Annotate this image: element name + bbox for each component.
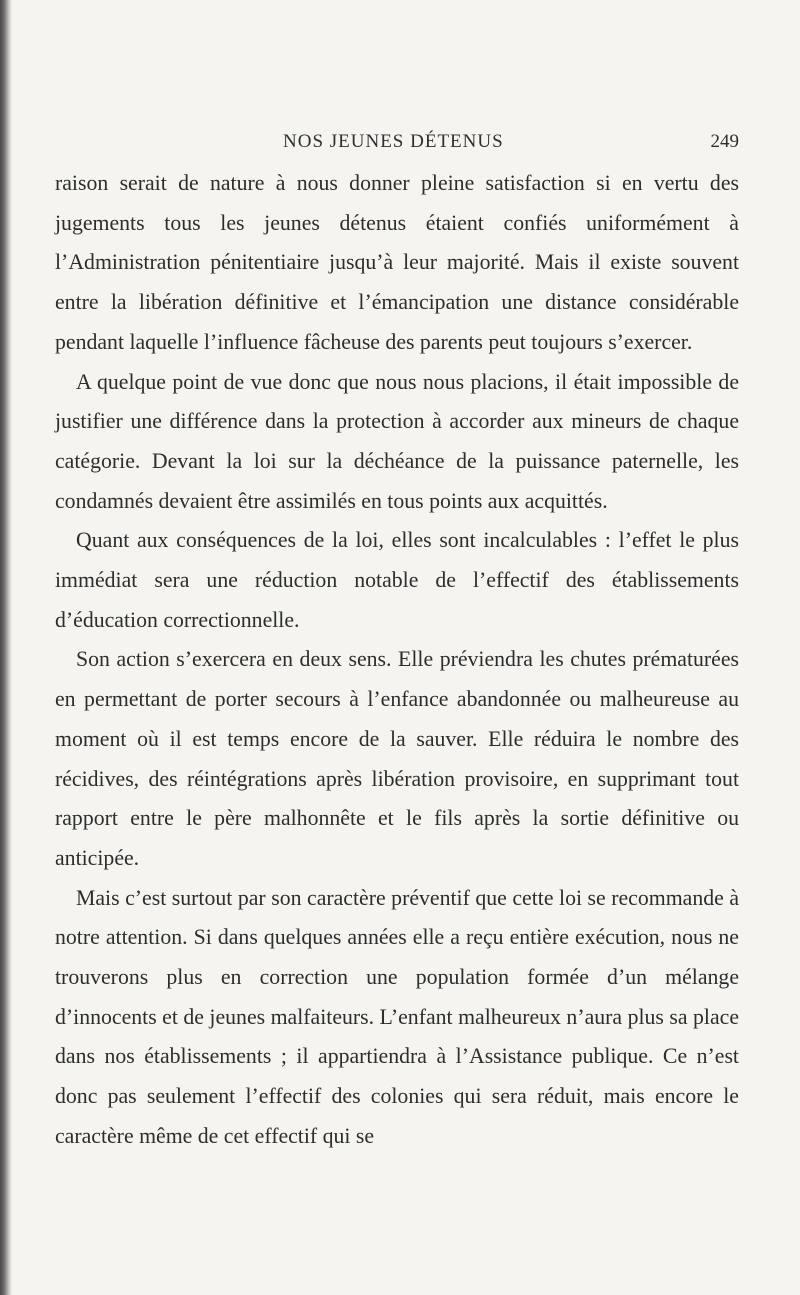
running-head: NOS JEUNES DÉTENUS <box>283 131 504 152</box>
paragraph-2: A quelque point de vue donc que nous nous placions, il était impossible de justifier une différence dans la protection à accorder aux mineurs de chaque catégorie. Devant la loi sur la déchéance de la puissance paternelle, les condamnés devaient être assimilés en tous points aux acquittés. <box>55 369 739 513</box>
page-header <box>55 131 739 155</box>
body-text <box>55 164 739 1157</box>
paragraph-5: Mais c’est surtout par son caractère préventif que cette loi se recommande à notre attention. Si dans quelques années elle a reçu entière exécution, nous ne trouverons plus en correction une population formée d’un mélange d’innocents et de jeunes malfaiteurs. L’enfant malheureux n’aura plus sa place dans nos établissements ; il appartiendra à l’Assistance publique. Ce n’est donc pas seulement l’effectif des colonies qui sera réduit, mais encore le caractère même de cet effectif qui se <box>55 885 739 1148</box>
paragraph-4: Son action s’exercera en deux sens. Elle préviendra les chutes prématurées en permettant de porter secours à l’enfance abandonnée ou malheureuse au moment où il est temps encore de la sauver. Elle réduira le nombre des récidives, des réintégrations après libération provisoire, en supprimant tout rapport entre le père malhonnête et le fils après la sortie définitive ou anticipée. <box>55 647 739 870</box>
paragraph-1: raison serait de nature à nous donner pleine satisfaction si en vertu des jugements tous les jeunes détenus étaient confiés uniformément à l’Administration pénitentiaire jusqu’à leur majorité. Mais il existe souvent entre la libération définitive et l’émancipation une distance considérable pendant laquelle l’influence fâcheuse des parents peut toujours s’exercer. <box>55 171 739 354</box>
page-number: 249 <box>710 131 739 152</box>
page-binding-edge <box>0 0 12 1295</box>
paragraph-3: Quant aux conséquences de la loi, elles sont incalculables : l’effet le plus immédiat sera une réduction notable de l’effectif des établissements d’éducation correctionnelle. <box>55 528 739 632</box>
